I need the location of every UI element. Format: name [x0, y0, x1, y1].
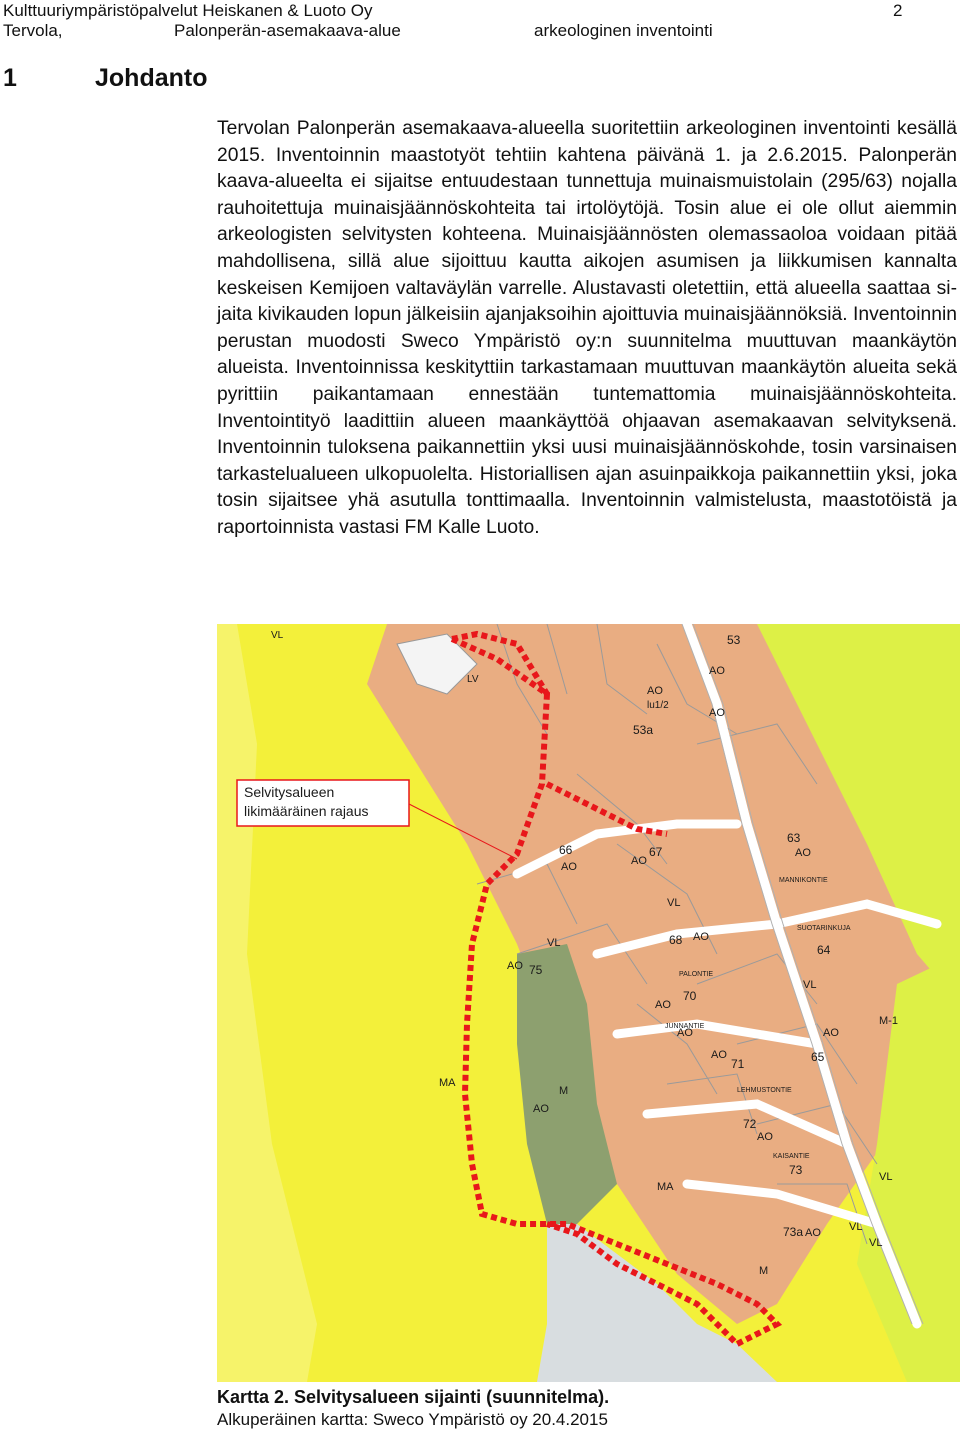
map-label-m1: M-1 — [879, 1015, 898, 1027]
map-block-75: 75 — [529, 963, 543, 977]
body-text — [217, 116, 957, 542]
map-street-palontie: PALONTIE — [679, 971, 714, 978]
map-label-vl-6: VL — [869, 1237, 883, 1249]
map-label-ao-15: AO — [507, 960, 523, 972]
map-label-ao-5: AO — [631, 855, 647, 867]
map-label-ao-9: AO — [677, 1027, 693, 1039]
map-block-64: 64 — [817, 943, 831, 957]
map-label-ao-1: AO — [709, 665, 725, 677]
map-block-71: 71 — [731, 1057, 745, 1071]
map-street-junnantie: JUNNANTIE — [665, 1023, 705, 1030]
header-area: Palonperän-asemakaava-alue — [174, 21, 401, 40]
map-label-ao-11: AO — [823, 1027, 839, 1039]
map-block-73a: 73a — [783, 1225, 804, 1239]
map-block-72: 72 — [743, 1117, 757, 1131]
map-block-66: 66 — [559, 843, 573, 857]
map-label-vl-5: VL — [849, 1221, 863, 1233]
map-label-ao-7: AO — [693, 931, 709, 943]
map-label-ao-8: AO — [655, 999, 671, 1011]
map-block-63: 63 — [787, 831, 801, 845]
map-label-ao-10: AO — [711, 1049, 727, 1061]
map-label-m-2: M — [759, 1265, 769, 1277]
map-label-lu12: lu1/2 — [647, 700, 669, 711]
map-label-ao-12: AO — [757, 1131, 773, 1143]
map-label-ao-2: AO — [647, 685, 663, 697]
map-label-ao-4: AO — [561, 861, 577, 873]
map-caption-title: Kartta 2. Selvitysalueen sijainti (suunnitelma). — [217, 1387, 610, 1407]
map-label-m-1: M — [559, 1085, 569, 1097]
map-block-70: 70 — [683, 989, 697, 1003]
map-label-ma-1: MA — [439, 1077, 456, 1089]
map-callout-line2: likimääräinen rajaus — [244, 803, 369, 819]
map-label-vl-7: VL — [271, 630, 284, 641]
map-label-ao-6: AO — [795, 847, 811, 859]
page-number: 2 — [893, 1, 903, 20]
map-label-vl-2: VL — [547, 937, 561, 949]
map-label-ao-13: AO — [805, 1227, 821, 1239]
map-label-vl-1: VL — [667, 897, 681, 909]
map-block-68: 68 — [669, 933, 683, 947]
section-number: 1 — [3, 64, 17, 92]
map-label-lv: LV — [467, 674, 479, 685]
map-street-lehmustontie: LEHMUSTONTIE — [737, 1087, 792, 1094]
map-block-65: 65 — [811, 1050, 825, 1064]
header-topic: arkeologinen inventointi — [534, 21, 713, 40]
map-street-mannikontie: MANNIKONTIE — [779, 877, 828, 884]
zoning-map-drawing — [217, 624, 960, 1382]
zoning-map — [217, 624, 960, 1382]
map-caption-source: Alkuperäinen kartta: Sweco Ympäristö oy 20.4.2015 — [217, 1410, 608, 1429]
header-company: Kulttuuriympäristöpalvelut Heiskanen & Luoto Oy — [3, 1, 373, 20]
header-location: Tervola, — [3, 21, 63, 40]
section-heading — [3, 63, 208, 93]
map-street-suotarinkuja: SUOTARINKUJA — [797, 925, 851, 932]
map-label-ao-3: AO — [709, 707, 725, 719]
map-label-ma-2: MA — [657, 1181, 674, 1193]
map-street-kaisantie: KAISANTIE — [773, 1153, 810, 1160]
map-block-67: 67 — [649, 845, 663, 859]
map-label-vl-3: VL — [803, 979, 817, 991]
map-block-53a: 53a — [633, 723, 654, 737]
map-block-73: 73 — [789, 1163, 803, 1177]
map-label-vl-4: VL — [879, 1171, 893, 1183]
map-callout-line1: Selvitysalueen — [244, 784, 335, 800]
map-label-ao-14: AO — [533, 1103, 549, 1115]
body-paragraph: Tervolan Palonperän asemakaava-alueella suoritettiin arkeologinen inventointi kesällä 2015. Inventoinnin maastotyöt tehtiin kahtena päivänä 1. ja 2.6.2015. Palonperän kaava-alueelta ei sijaitse entuudestaan tunnettuja muinaismuistolain (295/63) nojalla rauhoitettuja muinaisjäännöskohteita tai irtolöytöjä. Tosin alue ei ole ollut aiemmin arkeologisten selvitysten kohteena. Muinaisjäännösten olemassaoloa voidaan pitää mahdollisena, sillä alue sijoittuu kautta aikojen asumisen ja liikkumisen kannalta keskeisen Kemijoen valtaväylän varrelle. Alustavasti oletettiin, että alueella saattaa sijaita kivikauden lopun jälkeisiin ajanjaksoihin ajoittuvia muinaisjäännöksiä. Inventoinnin perustan muodosti Sweco Ympäristö oy:n suunnitelma muuttuvan maankäytön alueista. Inventoinnissa keskityttiin tarkastamaan muuttuvan maankäytön alueita sekä pyrittiin paikantamaan ennestään tuntemattomia muinaisjäännöskohteita. Inventointityö laadittiin alueen maankäyttöä ohjaavan asemakaavan selvityksenä. Inventoinnin tuloksena paikannettiin yksi uusi muinaisjäännöskohde, tosin varsinaisen tarkastelualueen ulkopuolelta. Historiallisen ajan asuinpaikkoja paikannettiin yksi, joka tosin sijaitsee yhä asutulla tonttimaalla. Inventoinnin valmistelusta, maastotöistä ja raportoinnista vastasi FM Kalle Luoto. — [217, 118, 957, 538]
section-title: Johdanto — [95, 64, 208, 92]
map-block-53: 53 — [727, 633, 741, 647]
